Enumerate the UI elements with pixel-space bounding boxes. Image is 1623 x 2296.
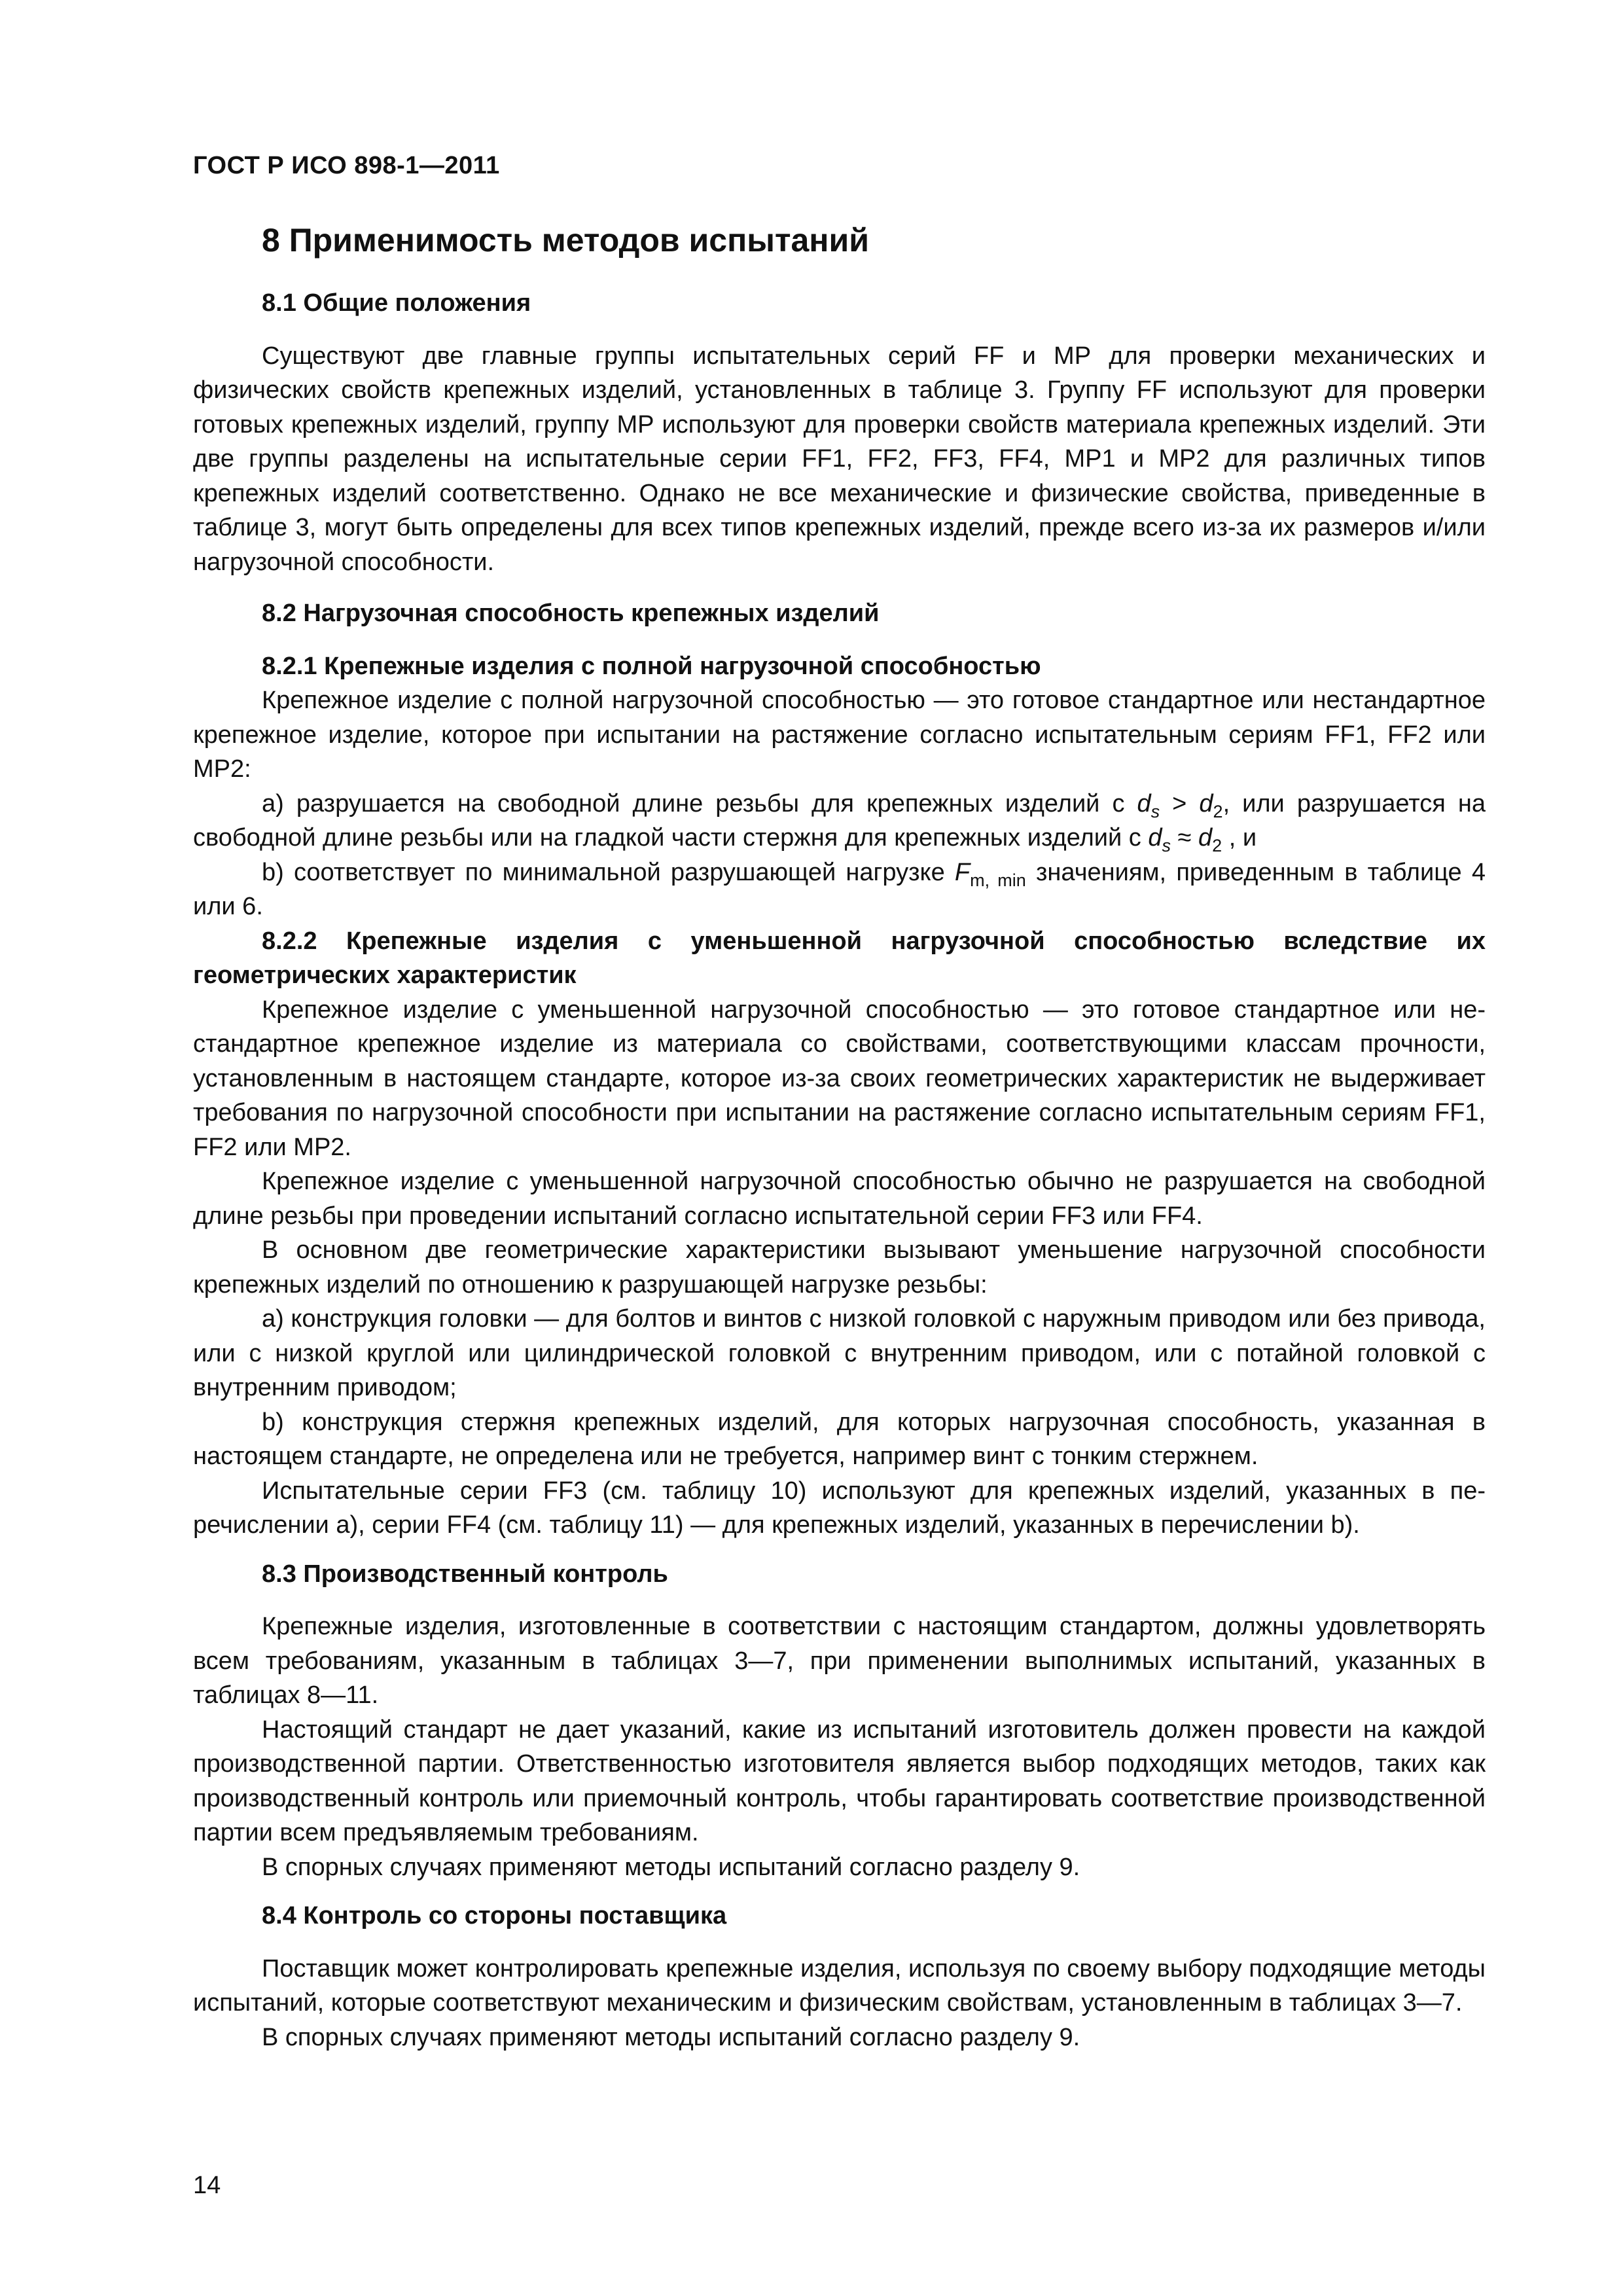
clause-8-2-1-item-a: а) разрушается на свободной длине резьбы для крепежных изделий с $d_s > d_2$, или разрушается на свободной длине резьбы или на гладкой части стержня для крепежных изделий с $d_s \approx d_2$ , и xyxy=(193,789,1486,855)
subsection-8-2-title: 8.2 Нагрузочная способность крепежных изделий xyxy=(262,600,880,627)
clause-8-2-1-item-b: b) соответствует по минимальной разрушающей нагрузке $F_{m, min}$ значениям, приведенным в таблице 4 или 6. xyxy=(193,858,1486,920)
subsection-8-4-paragraph-2: В спорных случаях применяют методы испытаний согласно разделу 9. xyxy=(262,2023,1080,2051)
spacer xyxy=(193,1884,1486,1899)
clause-8-2-1-paragraph: Крепежное изделие с полной нагрузочной способностью — это готовое стандартное или нестандартное крепежное изделие, которое при испытании на растяжение согласно испытательным сериям FF1, FF2 или МР2: xyxy=(193,687,1486,783)
subsection-8-3-paragraph-3: В спорных случаях применяют методы испытаний согласно разделу 9. xyxy=(262,1853,1080,1881)
subsection-8-1-paragraph: Существуют две главные группы испытательных серий FF и МР для проверки механических и физических свойств крепежных изделий, установленных в таблице 3. Группу FF используют для проверки готовых крепежных изделий, группу МР используют для проверки свойств материала крепежных изделий. Эти две группы разделены на испытательные серии FF1, FF2, FF3, FF4, МР1 и МР2 для различных типов крепежных изделий соответственно. Однако не все механические и физические свойства, приведенные в таблице 3, могут быть определены для всех типов крепежных изделий, прежде всего из-за их размеров и/или нагрузочной способности. xyxy=(193,342,1486,576)
subsection-8-4-paragraph-1: Поставщик может контролировать крепежные изделия, используя по своему выбору подходящие методы испытаний, которые соответствуют механическим и физическим свойствам, установленным в таблицах 3—7. xyxy=(193,1954,1486,2017)
document-code-header: ГОСТ Р ИСО 898-1—2011 xyxy=(193,152,500,179)
clause-8-2-2-paragraph-4: Испытательные серии FF3 (см. таблицу 10) используют для крепежных изделий, указанных в перечислении а), серии FF4 (см. таблицу 11) — для крепежных изделий, указанных в перечислении b). xyxy=(193,1477,1486,1539)
subsection-8-4-title: 8.4 Контроль со стороны поставщика xyxy=(262,1902,727,1929)
clause-8-2-2-paragraph-1: Крепежное изделие с уменьшенной нагрузочной способностью — это готовое стандартное или нестандартное крепежное изделие из материала со свойствами, соответствующими классам прочности, установленным в настоящем стандарте, которое из-за своих геометрических характеристик не выдерживает требования по нагрузочной способности при испытании на растяжение согласно испытательным сериям FF1, FF2 или МР2. xyxy=(193,996,1486,1161)
clause-8-2-2-title: 8.2.2 Крепежные изделия с уменьшенной нагрузочной способностью вследствие их геометрических характеристик xyxy=(193,927,1486,989)
spacer xyxy=(193,1543,1486,1557)
subsection-8-1-title: 8.1 Общие положения xyxy=(262,289,531,317)
section-title: 8 Применимость методов испытаний xyxy=(262,222,869,259)
clause-8-2-2-item-a: а) конструкция головки — для болтов и винтов с низкой головкой с наружным приводом или без привода, или с низкой круглой или цилиндрической головкой с внутренним приводом, или с потайной головкой с внутренним приводом; xyxy=(193,1305,1486,1401)
clause-8-2-1-title: 8.2.1 Крепежные изделия с полной нагрузочной способностью xyxy=(262,652,1041,680)
page-number: 14 xyxy=(193,2172,221,2199)
subsection-8-3-title: 8.3 Производственный контроль xyxy=(262,1560,668,1588)
clause-8-2-2-item-b: b) конструкция стержня крепежных изделий, для которых нагрузочная способность, указанная в настоящем стандарте, не определена или не требуется, например винт с тонким стержнем. xyxy=(193,1408,1486,1470)
subsection-8-3-paragraph-1: Крепежные изделия, изготовленные в соответствии с настоящим стандартом, должны удовлетворять всем требованиям, указанным в таблицах 3—7, при применении выполнимых испытаний, указанных в таблицах 8—11. xyxy=(193,1613,1486,1709)
clause-8-2-2-paragraph-2: Крепежное изделие с уменьшенной нагрузочной способностью обычно не разрушается на свободной длине резьбы при проведении испытаний согласно испытательной серии FF3 или FF4. xyxy=(193,1168,1486,1230)
page-content xyxy=(193,219,1486,2054)
subsection-8-3-paragraph-2: Настоящий стандарт не дает указаний, какие из испытаний изготовитель должен провести на каждой производственной партии. Ответственностью изготовителя является выбор подходящих методов, таких как производственный контроль или приемочный контроль, чтобы гарантировать соответствие производственной партии всем предъявляемым требованиям. xyxy=(193,1715,1486,1846)
clause-8-2-2-paragraph-3: В основном две геометрические характеристики вызывают уменьшение нагрузочной способности крепежных изделий по отношению к разрушающей нагрузке резьбы: xyxy=(193,1236,1486,1299)
